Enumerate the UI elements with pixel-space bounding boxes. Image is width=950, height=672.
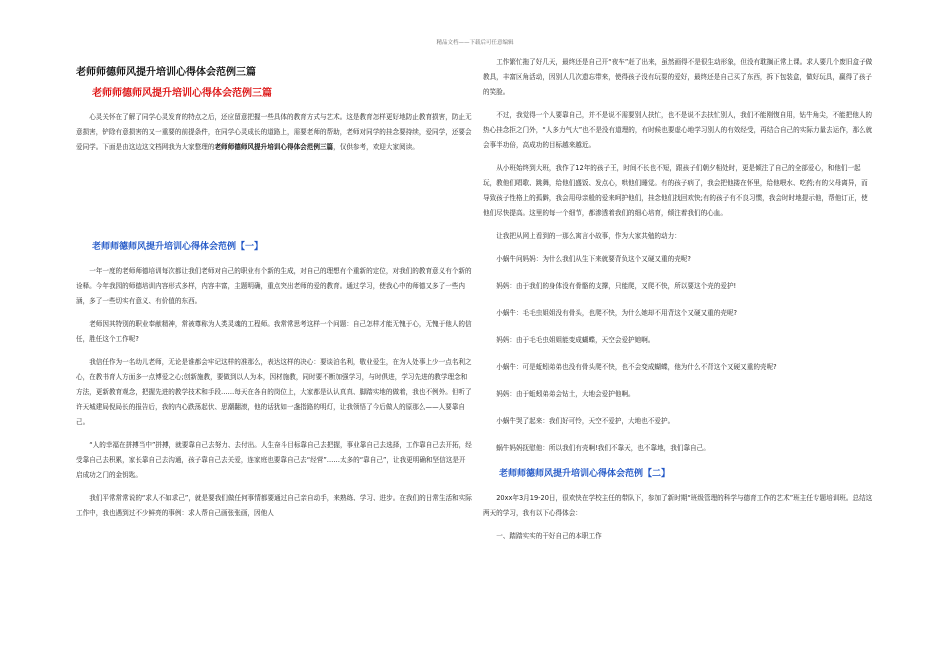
header-note: 精品文档——下载后可任意编辑	[436, 40, 514, 46]
body-paragraph: 让我把从网上看到的一那么寓言小故事，作为大家共勉的动力：	[496, 232, 681, 240]
body-paragraph: 老师因其特别的职业奉献精神，常被尊称为人类灵魂的工程师。我常常思考这样一个问题：自己怎样才能无愧于心，无愧于他人的信任，胜任这个工作呢?	[76, 320, 472, 343]
dialogue-line: 小蜗牛问妈妈：为什么我们从生下来就要背负这个又硬又重的壳呢?	[496, 255, 691, 263]
body-paragraph: 我信任作为一名幼儿老师，无论是谁都会牢记这样的准那么，表达这样的决心：要谈泊名利，敬业爱生，在为人处事上少一点名利之心，在教书育人方面多一点博爱之心;创新施教，要做到以人为本，因材施教，同时要不断加强学习，与时俱进，学习先进的教学理念和方法，更新教育观念，把握先进的教学技术和手段……每天在各自的岗位上，大家都是认认真真、脚踏实地的做着，我也不例外。但听了许天城建局倪局长的报告后，我的内心跌荡起伏、思潮翻滚，他的话犹如一盏指路的明灯，让我领悟了今后做人的原那么——人要靠自己。	[76, 358, 472, 426]
spacer	[76, 163, 472, 241]
dialogue-line: 小蜗牛哭了起来：我们好可怜，天空不爱护，大地也不爱护。	[496, 417, 675, 425]
body-paragraph: “人的幸福在拼搏当中”拼搏，就要靠自己去努力、去付出。人生奋斗目标靠自己去把握，事业靠自己去选择，工作靠自己去开拓，经受靠自己去积累，家长靠自己去沟通，孩子靠自己去关爱，连家庭也要靠自己去“经营”……太多的“靠自己”，让我更明确和坚信这是开启成功之门的金钥匙。	[76, 441, 472, 479]
body-paragraph: 一、踏踏实实的干好自己的本职工作	[496, 532, 602, 540]
right-column	[483, 55, 873, 552]
intro-text-a: 心灵关怀在了解了同学心灵发育的特点之后，还应留意把握一些具体的教育方式与艺术。这是教育怎样更好地防止教育损害，防止无意损害，铲除有意损害的又一重要的前提条件，在同学心灵成长的道路上，需要老师的帮助，老师对同学的挂念要持续，爱同学，还要会爱同学。下面是由这边这文档网我为大家整理的	[76, 113, 472, 151]
body-paragraph: 一年一度的老师师德培训每次都让我们老师对自己的职业有个新的生成，对自己的理想有个重新的定位，对我们的教育意义有个新的诠释。今年我园的师德培训内容形式多样，内容丰富，主题明确，重点突出老师的爱的教育。通过学习，使我心中的师德又多了一些内涵，多了一些切实有意义、有价值的东西。	[76, 267, 472, 305]
left-column	[76, 56, 472, 529]
body-paragraph: 工作繁忙拖了好几天，最终还是自己开“夜车”赶了出来，虽然画得不是很生动形象，但没有耽搁正常上课。求人要几个废旧盒子做教具，丰富区角活动，因别人几次遗忘带来，使得孩子没有玩耍的爱好，最终还是自己买了东西，拆下包装盒，做好玩具，赢得了孩子的笑脸。	[483, 58, 873, 96]
dialogue-line: 妈妈：由于蚯蚓弟弟会钻土，大地会爱护他啊。	[496, 390, 635, 398]
section-2-title: 老师师德师风提升培训心得体会范例【二】	[499, 469, 671, 479]
intro-paragraph	[76, 110, 472, 155]
dialogue-line: 小蜗牛：毛毛虫姐姐没有骨头，也爬不快，为什么她却不用背这个又硬又重的壳呢?	[496, 309, 738, 317]
body-paragraph: 20xx年3月19-20日，很欢快在学校主任的带队下，参加了新时期“班级管理的科学与德育工作的艺术”班主任专题培训班。总结这两天的学习，我有以下心得体会：	[483, 494, 873, 517]
body-paragraph: 我们平常常常说的“求人不如求己”，就是要我们做任何事情都要通过自己亲自动手，来熟练、学习、进步。在我们的日常生活和实际工作中，我也遇到过不少鲜亮的事例：求人帮自己画张张画，因他人	[76, 494, 472, 517]
dialogue-line: 小蜗牛：可是蚯蚓弟弟也没有骨头爬不快，也不会变成蝴蝶，他为什么不背这个又硬又重的壳呢?	[496, 363, 777, 371]
intro-bold-text: 老师师德师风提升培训心得体会范例三篇	[214, 143, 334, 151]
document-subtitle: 老师师德师风提升培训心得体会范例三篇	[92, 88, 272, 99]
dialogue-line: 蜗牛妈妈抚慰他：所以我们有壳啊!我们不靠天，也不靠地，我们靠自己。	[496, 444, 710, 452]
section-1-title: 老师师德师风提升培训心得体会范例【一】	[92, 242, 264, 252]
body-paragraph: 从小班始终到大班，我作了12年的孩子王，时间不长也不短，跟孩子们朝夕相处时，更是倾注了自己的全部爱心，和他们一起玩，教他们唱歌、跳舞，给他们盛饭、发点心，哄他们睡觉。有的孩子病了，我会把他搂在怀里，给他喂水、吃药;有的父母离异，而导致孩子性格上的孤僻，我会用母亲般的爱来呵护他们，挂念他们找回欢快;有的孩子有不良习惯，我会时时地提示他，帮他订正，使他们尽快提高。这里的每一个细节，都渗透着我们的细心培育，倾注着我们的心血。	[483, 164, 868, 217]
document-title: 老师师德师风提升培训心得体会范例三篇	[76, 67, 256, 78]
intro-text-b: ，仅供参考，欢迎大家阅读。	[333, 143, 419, 151]
dialogue-line: 妈妈：由于我们的身体没有骨骼的支撑，只能爬，又爬不快，所以要这个壳的爱护!	[496, 282, 737, 290]
body-paragraph: 不过，我觉得一个人要靠自己，并不是说不需要别人扶忙，也不是说不去扶忙别人，我们不能刚愎自用，钻牛角尖，不能把他人的热心挂念拒之门外，“人多力气大”也不是没有道理的，有时候也要虚心地学习别人的有效经受，再结合自己的实际力量去运作，那么就会事半功倍，高成功的目标越来越近。	[483, 111, 873, 149]
dialogue-line: 妈妈：由于毛毛虫姐姐能变成蝴蝶，天空会爱护她啊。	[496, 336, 655, 344]
